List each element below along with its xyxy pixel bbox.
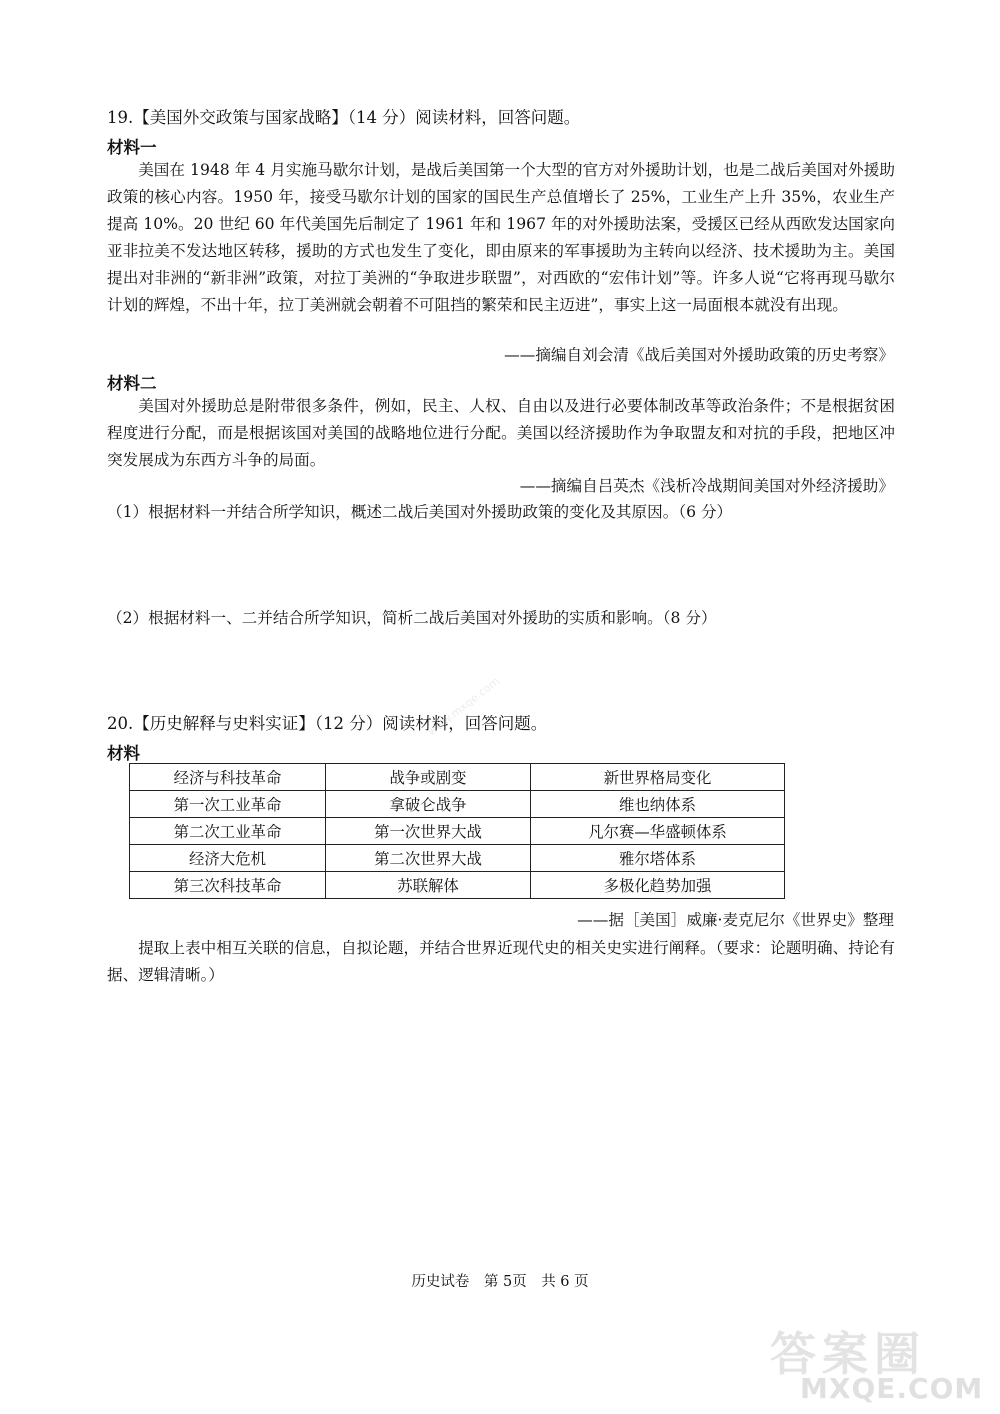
- subquestion-1: （1）根据材料一并结合所学知识，概述二战后美国对外援助政策的变化及其原因。（6 分）: [107, 503, 733, 521]
- table-header-row: [130, 764, 785, 791]
- watermark-logo-glyph: 答案圈: [770, 1327, 926, 1381]
- table-cell: 经济大危机: [130, 845, 326, 872]
- table-row: [130, 818, 785, 845]
- subquestion-2: （2）根据材料一、二并结合所学知识，简析二战后美国对外援助的实质和影响。（8 分）: [107, 609, 717, 627]
- table-row: [130, 845, 785, 872]
- material-2-text: 美国对外援助总是附带很多条件，例如，民主、人权、自由以及进行必要体制改革等政治条件；不是根据贫困程度进行分配，而是根据该国对美国的战略地位进行分配。美国以经济援助作为争取盟友和对抗的手段，把地区冲突发展成为东西方斗争的局面。: [107, 397, 895, 469]
- material-table: [129, 763, 785, 899]
- watermark-logo-url: MXQE.COM: [800, 1372, 984, 1405]
- material-1-text: 美国在 1948 年 4 月实施马歇尔计划，是战后美国第一个大型的官方对外援助计划，也是二战后美国对外援助政策的核心内容。1950 年，接受马歇尔计划的国家的国民生产总值增长了 25%，工业生产上升 35%，农业生产提高 10%。20 世纪 60 年代美国先后制定了 1961 年和 1967 年的对外援助法案，受援区已经从西欧发达国家向亚非拉美不发达地区转移，援助的方式也发生了变化，即由原来的军事援助为主转向以经济、技术援助为主。美国提出对非洲的“新非洲”政策，对拉丁美洲的“争取进步联盟”，对西欧的“宏伟计划”等。许多人说“它将再现马歇尔计划的辉煌，不出十年，拉丁美洲就会朝着不可阻挡的繁荣和民主迈进”，事实上这一局面根本就没有出现。: [107, 161, 895, 314]
- table-cell: 第二次工业革命: [130, 818, 326, 845]
- table-header-cell: 经济与科技革命: [130, 764, 326, 791]
- question-20-title: 20.【历史解释与史料实证】（12 分）阅读材料，回答问题。: [107, 714, 548, 733]
- table-cell: 第一次世界大战: [326, 818, 531, 845]
- material-1-source: ——摘编自刘会清《战后美国对外援助政策的历史考察》: [504, 346, 894, 364]
- table-cell: 凡尔赛—华盛顿体系: [531, 818, 785, 845]
- table-cell: 雅尔塔体系: [531, 845, 785, 872]
- center-watermark: www.mxqe.com: [425, 674, 503, 739]
- table-cell: 多极化趋势加强: [531, 872, 785, 899]
- material-label: 材料: [107, 744, 140, 763]
- question-20-prompt: 提取上表中相互关联的信息，自拟论题，并结合世界近现代史的相关史实进行阐释。（要求：论题明确、持论有据、逻辑清晰。）: [107, 939, 895, 984]
- page-footer: 历史试卷 第 5页 共 6 页: [411, 1274, 589, 1290]
- table-row: [130, 791, 785, 818]
- question-19-title: 19.【美国外交政策与国家战略】（14 分）阅读材料，回答问题。: [107, 108, 581, 127]
- table-source: ——据［美国］威廉·麦克尼尔《世界史》整理: [577, 911, 894, 929]
- watermark-logo: [770, 1318, 995, 1408]
- table-row: [130, 872, 785, 899]
- table-header-cell: 新世界格局变化: [531, 764, 785, 791]
- material-1-label: 材料一: [107, 138, 157, 157]
- table-cell: 第二次世界大战: [326, 845, 531, 872]
- table-cell: 拿破仑战争: [326, 791, 531, 818]
- material-2-source: ——摘编自吕英杰《浅析冷战期间美国对外经济援助》: [519, 477, 894, 495]
- table-cell: 维也纳体系: [531, 791, 785, 818]
- table-cell: 第一次工业革命: [130, 791, 326, 818]
- table-cell: 苏联解体: [326, 872, 531, 899]
- material-2-label: 材料二: [107, 374, 157, 393]
- table-cell: 第三次科技革命: [130, 872, 326, 899]
- table-header-cell: 战争或剧变: [326, 764, 531, 791]
